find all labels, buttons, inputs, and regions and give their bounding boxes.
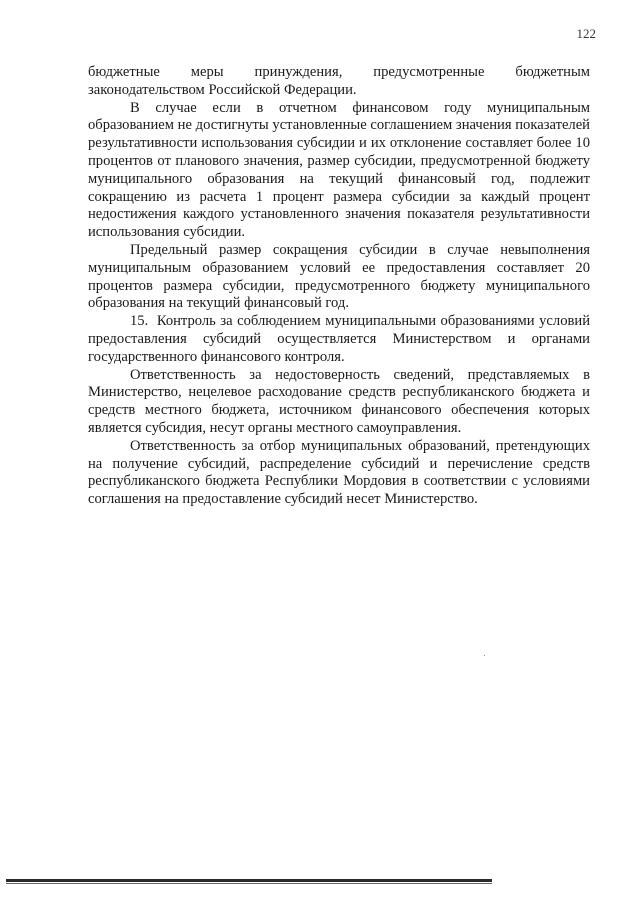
paragraph-continuation: бюджетные меры принуждения, предусмотренные бюджетным законодательством Российской Федерации. <box>88 64 590 98</box>
clause-number: 15. <box>130 313 149 330</box>
clause-text: Контроль за соблюдением муниципальными образованиями условий предоставления субсидий осуществляется Министерством и органами государственного финансового контроля. <box>88 313 591 365</box>
page-number: 122 <box>576 26 596 41</box>
scan-edge-line <box>6 879 492 882</box>
scan-speck <box>484 655 485 656</box>
paragraph-subsidy-reduction: В случае если в отчетном финансовом году муниципальным образованием не достигнуты установленные соглашением значения показателей результативности использования субсидии и их отклонение составляет более 10 процентов от планового значения, размер субсидии, предусмотренной бюджету муниципального образования на текущий финансовый год, подлежит сокращению из расчета 1 процент размера субсидии за каждый процент недостижения каждого установленного значения показателя результативности использования субсидии. <box>88 99 590 241</box>
paragraph-responsibility-local: Ответственность за недостоверность сведений, представляемых в Министерство, нецелевое расходование средств республиканского бюджета и средств местного бюджета, источником финансового обеспечения которых является субсидия, несут органы местного самоуправления. <box>88 366 590 436</box>
paragraph-responsibility-ministry: Ответственность за отбор муниципальных образований, претендующих на получение субсидий, распределение субсидий и перечисление средств республиканского бюджета Республики Мордовия в соответствии с условиями соглашения на предоставление субсидий несет Министерство. <box>88 437 590 508</box>
paragraph-control <box>88 313 590 366</box>
document-body <box>88 64 590 509</box>
paragraph-reduction-limit: Предельный размер сокращения субсидии в случае невыполнения муниципальным образованием условий ее предоставления составляет 20 процентов размера субсидии, предусмотренного бюджету муниципального образования на текущий финансовый год. <box>88 241 590 312</box>
scan-edge-line-thin <box>6 883 492 884</box>
